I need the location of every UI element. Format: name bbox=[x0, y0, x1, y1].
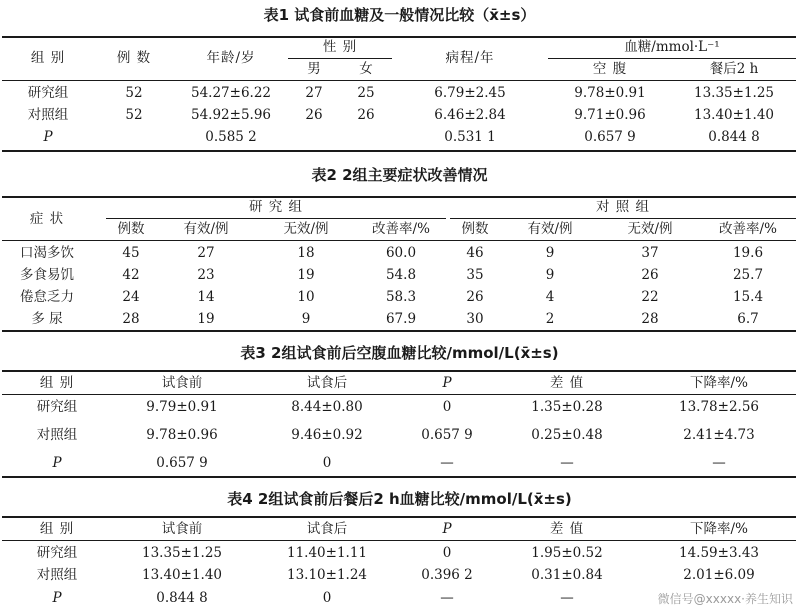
t2-cell: 9 bbox=[301, 311, 311, 327]
t2-h-study: 研 究 组 bbox=[248, 199, 304, 215]
t4-cell: 0.844 8 bbox=[156, 590, 208, 606]
t4-cell: 0 bbox=[322, 590, 332, 606]
t4-cell: 0.31±0.84 bbox=[531, 567, 603, 583]
table3-header-rule bbox=[2, 394, 796, 395]
t1-cell: 27 bbox=[305, 85, 323, 101]
table1-bg-subrule bbox=[548, 58, 796, 59]
t1-h-fasting: 空 腹 bbox=[592, 61, 628, 77]
table1-header-rule bbox=[2, 80, 796, 81]
t4-cell: 2.01±6.09 bbox=[683, 567, 755, 583]
t2-cell: 口渴多饮 bbox=[20, 245, 74, 261]
t1-cell: 6.46±2.84 bbox=[434, 107, 506, 123]
t2-h-sub: 例数 bbox=[461, 221, 489, 237]
table2-header-rule bbox=[2, 240, 796, 241]
t2-cell: 19 bbox=[297, 267, 315, 283]
t2-h-sub: 例数 bbox=[117, 221, 145, 237]
t1-h-post2h: 餐后2 h bbox=[709, 61, 759, 77]
t2-cell: 67.9 bbox=[385, 311, 417, 327]
t2-cell: 22 bbox=[641, 289, 659, 305]
t4-h: 组 别 bbox=[39, 521, 75, 537]
t2-cell: 19.6 bbox=[732, 245, 764, 261]
t2-cell: 23 bbox=[197, 267, 215, 283]
t3-h: 差 值 bbox=[549, 375, 585, 391]
t4-h: 试食前 bbox=[161, 521, 203, 537]
t4-cell: 研究组 bbox=[36, 545, 78, 561]
table3-bottom-rule bbox=[2, 476, 796, 478]
t2-cell: 14 bbox=[197, 289, 215, 305]
t1-cell: P bbox=[43, 129, 53, 145]
t1-cell: 0.657 9 bbox=[584, 129, 636, 145]
t4-cell: 11.40±1.11 bbox=[286, 545, 368, 561]
t2-cell: 46 bbox=[466, 245, 484, 261]
t2-cell: 倦怠乏力 bbox=[20, 289, 74, 305]
t2-cell: 42 bbox=[122, 267, 140, 283]
t1-cell: 54.92±5.96 bbox=[190, 107, 272, 123]
t3-h: 组 别 bbox=[39, 375, 75, 391]
t2-h-sub: 无效/例 bbox=[283, 221, 329, 237]
t3-cell: 研究组 bbox=[36, 399, 78, 415]
t2-cell: 10 bbox=[297, 289, 315, 305]
t4-cell: P bbox=[52, 590, 62, 606]
table4-top-rule bbox=[2, 516, 796, 518]
t1-h-n: 例 数 bbox=[116, 50, 152, 66]
t2-cell: 19 bbox=[197, 311, 215, 327]
t3-h: 下降率/% bbox=[690, 375, 748, 391]
t1-cell: 6.79±2.45 bbox=[434, 85, 506, 101]
table4-caption: 表4 2组试食前后餐后2 h血糖比较/mmol/L(x̄±s) bbox=[227, 490, 572, 508]
t4-h: 试食后 bbox=[306, 521, 348, 537]
t1-cell: 0.531 1 bbox=[444, 129, 496, 145]
t4-cell: 14.59±3.43 bbox=[678, 545, 760, 561]
t2-cell: 35 bbox=[466, 267, 484, 283]
t2-cell: 25.7 bbox=[732, 267, 764, 283]
t2-h-sub: 有效/例 bbox=[527, 221, 573, 237]
table3-caption: 表3 2组试食前后空腹血糖比较/mmol/L(x̄±s) bbox=[240, 344, 559, 362]
t3-cell: 13.78±2.56 bbox=[678, 399, 760, 415]
t1-cell: 25 bbox=[357, 85, 375, 101]
t1-cell: 26 bbox=[357, 107, 375, 123]
table2-control-subrule bbox=[450, 218, 796, 219]
t2-cell: 15.4 bbox=[732, 289, 764, 305]
t2-cell: 37 bbox=[641, 245, 659, 261]
t3-cell: 1.35±0.28 bbox=[531, 399, 603, 415]
t1-h-sex: 性 别 bbox=[322, 39, 358, 55]
t1-cell: 52 bbox=[125, 107, 143, 123]
t3-cell: 9.78±0.96 bbox=[146, 427, 218, 443]
t2-cell: 27 bbox=[197, 245, 215, 261]
watermark: 微信号@xxxxx·养生知识 bbox=[657, 592, 793, 606]
t1-cell: 对照组 bbox=[27, 107, 69, 123]
t4-cell: 13.10±1.24 bbox=[286, 567, 368, 583]
t4-cell: 0 bbox=[442, 545, 452, 561]
t1-h-female: 女 bbox=[359, 61, 373, 77]
t4-cell: 1.95±0.52 bbox=[531, 545, 603, 561]
table2-caption: 表2 2组主要症状改善情况 bbox=[311, 166, 488, 184]
t2-cell: 24 bbox=[122, 289, 140, 305]
t2-cell: 26 bbox=[466, 289, 484, 305]
t1-h-male: 男 bbox=[307, 61, 321, 77]
t2-h-control: 对 照 组 bbox=[595, 199, 651, 215]
t4-h: 下降率/% bbox=[690, 521, 748, 537]
t1-h-group: 组 别 bbox=[30, 50, 66, 66]
t1-cell: 9.78±0.91 bbox=[574, 85, 646, 101]
table1-caption: 表1 试食前血糖及一般情况比较（x̄±s） bbox=[263, 6, 536, 24]
t1-cell: 52 bbox=[125, 85, 143, 101]
t4-cell: 0.396 2 bbox=[421, 567, 473, 583]
t1-cell: 0.585 2 bbox=[205, 129, 257, 145]
t2-cell: 60.0 bbox=[385, 245, 417, 261]
t2-cell: 9 bbox=[545, 245, 555, 261]
t2-cell: 多 尿 bbox=[31, 311, 63, 327]
t2-cell: 26 bbox=[641, 267, 659, 283]
t3-cell: 0 bbox=[442, 399, 452, 415]
t3-cell: — bbox=[712, 455, 726, 471]
t2-h-sub: 有效/例 bbox=[183, 221, 229, 237]
t2-cell: 多食易饥 bbox=[20, 267, 74, 283]
t2-cell: 54.8 bbox=[385, 267, 417, 283]
t1-cell: 26 bbox=[305, 107, 323, 123]
t3-h: 试食前 bbox=[161, 375, 203, 391]
t3-cell: 0.657 9 bbox=[421, 427, 473, 443]
t1-h-age: 年龄/岁 bbox=[206, 50, 256, 66]
t1-cell: 13.40±1.40 bbox=[693, 107, 775, 123]
t4-h: 差 值 bbox=[549, 521, 585, 537]
t1-cell: 54.27±6.22 bbox=[190, 85, 272, 101]
table1-sex-subrule bbox=[288, 58, 392, 59]
t1-cell: 0.844 8 bbox=[708, 129, 760, 145]
t2-cell: 6.7 bbox=[737, 311, 759, 327]
t3-cell: 0.657 9 bbox=[156, 455, 208, 471]
t3-cell: 9.46±0.92 bbox=[291, 427, 363, 443]
t1-cell: 13.35±1.25 bbox=[693, 85, 775, 101]
table2-bottom-rule bbox=[2, 330, 796, 332]
table2-study-subrule bbox=[106, 218, 446, 219]
t2-cell: 2 bbox=[545, 311, 555, 327]
t3-cell: P bbox=[52, 455, 62, 471]
t4-cell: — bbox=[560, 590, 574, 606]
t3-cell: 0.25±0.48 bbox=[531, 427, 603, 443]
t3-h: 试食后 bbox=[306, 375, 348, 391]
t3-cell: 9.79±0.91 bbox=[146, 399, 218, 415]
t1-h-bg: 血糖/mmol·L⁻¹ bbox=[624, 39, 720, 55]
table4-header-rule bbox=[2, 540, 796, 541]
t3-cell: 对照组 bbox=[36, 427, 78, 443]
t4-cell: 13.35±1.25 bbox=[141, 545, 223, 561]
table1-bottom-rule bbox=[2, 150, 796, 152]
t2-h-sub: 改善率/% bbox=[719, 221, 777, 237]
t4-cell: — bbox=[440, 590, 454, 606]
t2-cell: 28 bbox=[122, 311, 140, 327]
t3-cell: 8.44±0.80 bbox=[291, 399, 363, 415]
t2-cell: 58.3 bbox=[385, 289, 417, 305]
t4-h: P bbox=[442, 521, 452, 537]
t3-cell: 0 bbox=[322, 455, 332, 471]
t2-h-symptom: 症 状 bbox=[29, 211, 65, 227]
t1-cell: 研究组 bbox=[27, 85, 69, 101]
t2-cell: 9 bbox=[545, 267, 555, 283]
t2-h-sub: 改善率/% bbox=[372, 221, 430, 237]
t3-cell: — bbox=[440, 455, 454, 471]
t2-cell: 45 bbox=[122, 245, 140, 261]
t3-h: P bbox=[442, 375, 452, 391]
t4-cell: 13.40±1.40 bbox=[141, 567, 223, 583]
t2-cell: 28 bbox=[641, 311, 659, 327]
t2-cell: 30 bbox=[466, 311, 484, 327]
t3-cell: 2.41±4.73 bbox=[683, 427, 755, 443]
t1-cell: 9.71±0.96 bbox=[574, 107, 646, 123]
t2-cell: 18 bbox=[297, 245, 315, 261]
table3-top-rule bbox=[2, 370, 796, 372]
t2-cell: 4 bbox=[545, 289, 555, 305]
t3-cell: — bbox=[560, 455, 574, 471]
t2-h-sub: 无效/例 bbox=[627, 221, 673, 237]
t4-cell: 对照组 bbox=[36, 567, 78, 583]
t1-h-course: 病程/年 bbox=[445, 50, 495, 66]
